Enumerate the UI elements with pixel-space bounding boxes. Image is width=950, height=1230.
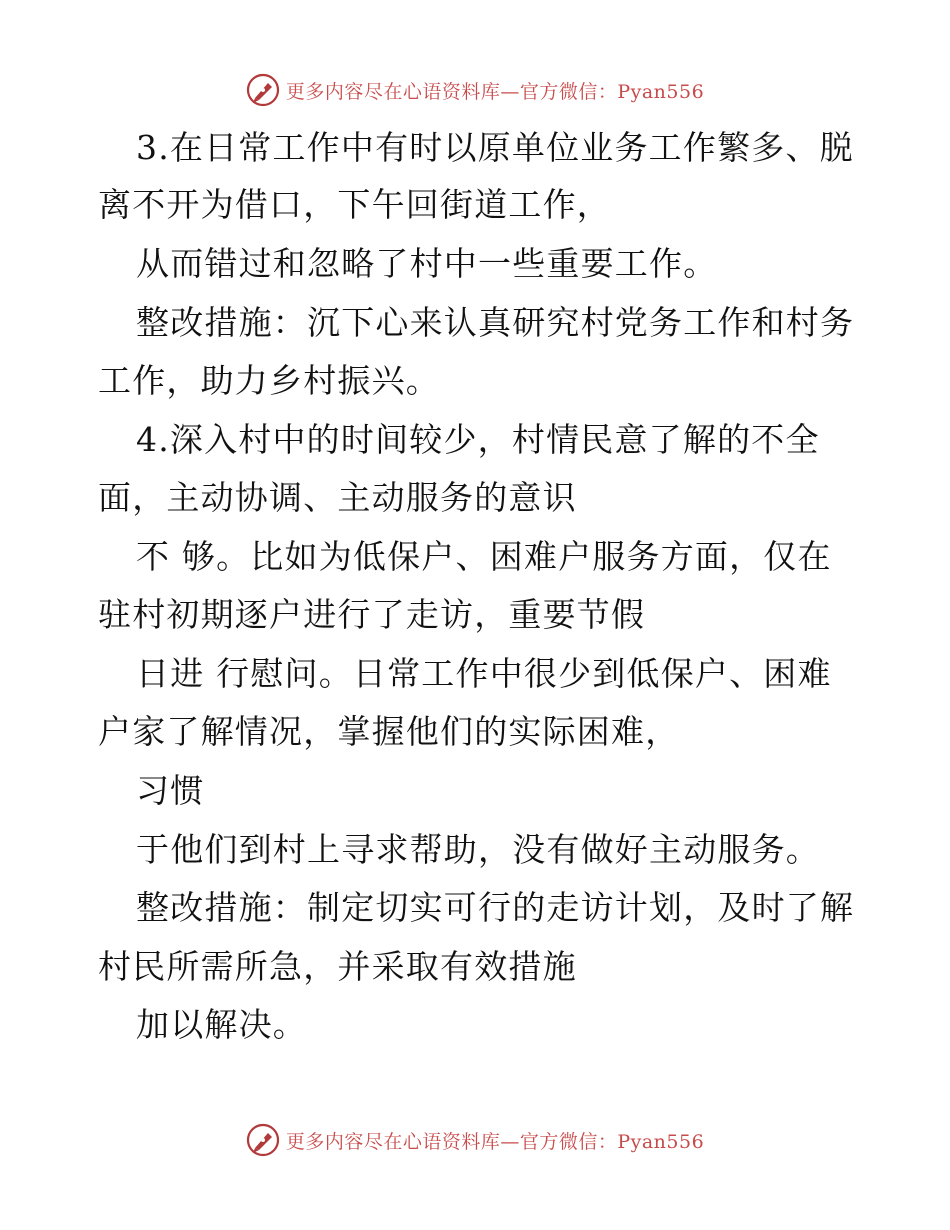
body-line: 面，主动协调、主动服务的意识	[98, 478, 577, 517]
body-line: 户家了解情况，掌握他们的实际困难，	[98, 712, 680, 751]
body-line: 工作，助力乡村振兴。	[98, 361, 440, 400]
body-line: 于他们到村上寻求帮助，没有做好主动服务。	[136, 830, 820, 869]
footer-banner-text: 更多内容尽在心语资料库—官方微信：Pyan556	[285, 1130, 705, 1153]
body-line: 从而错过和忽略了村中一些重要工作。	[136, 244, 718, 283]
body-line: 离不开为借口，下午回街道工作，	[98, 185, 611, 224]
body-line: 整改措施：沉下心来认真研究村党务工作和村务	[136, 303, 855, 342]
footer-banner	[0, 1120, 950, 1160]
body-line: 整改措施：制定切实可行的走访计划，及时了解	[136, 888, 855, 927]
header-banner	[0, 70, 950, 110]
pen-nib-logo-icon	[246, 1123, 280, 1157]
body-line: 习惯	[136, 771, 205, 810]
body-line: 驻村初期逐户进行了走访，重要节假	[98, 595, 646, 634]
body-line: 日进 行慰问。日常工作中很少到低保户、困难	[136, 654, 832, 693]
pen-nib-logo-icon	[246, 73, 280, 107]
body-line: 村民所需所急，并采取有效措施	[98, 947, 577, 986]
header-banner-text: 更多内容尽在心语资料库—官方微信：Pyan556	[285, 80, 705, 103]
body-line: 不 够。比如为低保户、困难户服务方面，仅在	[136, 537, 832, 576]
body-line: 3.在日常工作中有时以原单位业务工作繁多、脱	[136, 128, 854, 167]
body-line: 4.深入村中的时间较少，村情民意了解的不全	[136, 420, 820, 459]
body-line: 加以解决。	[136, 1005, 307, 1044]
